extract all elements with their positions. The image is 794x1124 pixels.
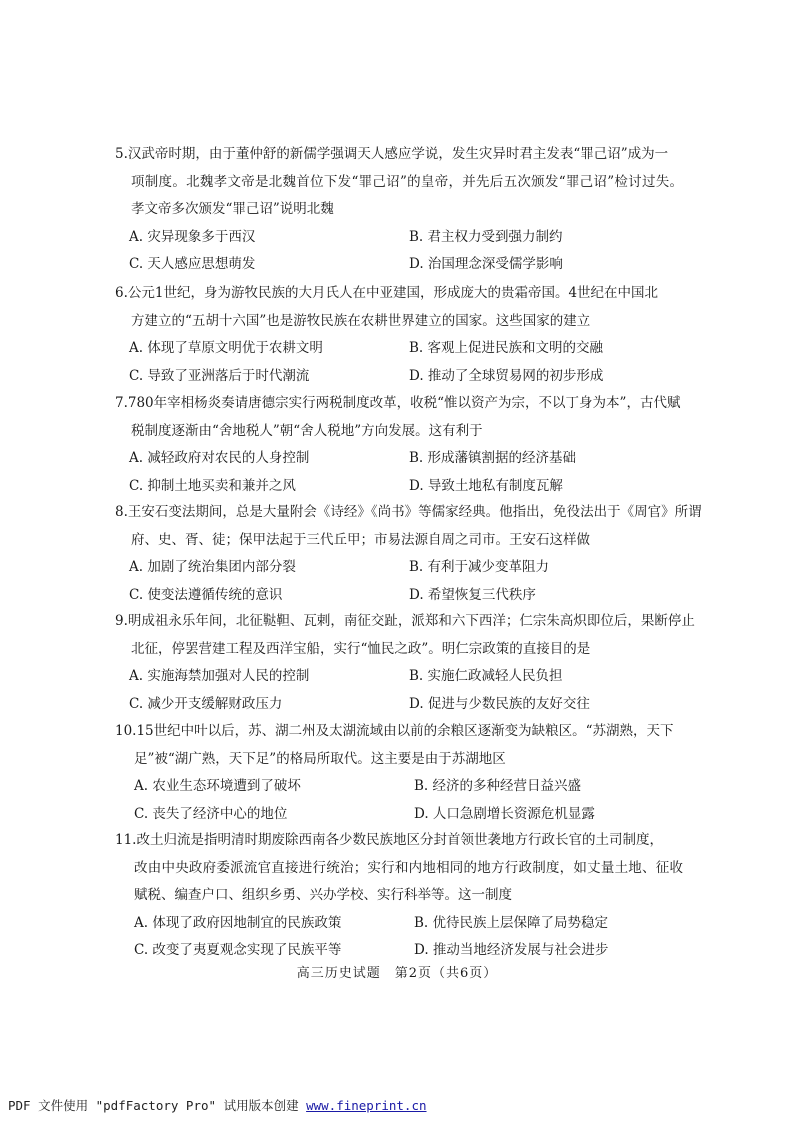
option-c: C. 改变了夷夏观念实现了民族平等: [134, 942, 342, 958]
stem-line: 8.王安石变法期间，总是大量附会《诗经》《尚书》等儒家经典。他指出，免役法出于《周官》所谓: [115, 504, 702, 520]
stem-continuation: 方建立的“五胡十六国”也是游牧民族在农耕世界建立的国家。这些国家的建立: [131, 312, 591, 329]
option-b: B. 客观上促进民族和文明的交融: [409, 340, 604, 356]
option-a: A. 减轻政府对农民的人身控制: [129, 450, 310, 466]
pdf-creator-note: [8, 1096, 427, 1114]
stem-line: 11.改土归流是指明清时期废除西南各少数民族地区分封首领世袭地方行政长官的土司制度，: [115, 832, 663, 848]
question-stem: [115, 390, 683, 445]
stem-continuation: 改由中央政府委派流官直接进行统治；实行和内地相同的地方行政制度，如丈量土地、征收赋税、编查户口、组织乡勇、兴办学校、实行科举等。这一制度: [134, 859, 683, 903]
option-b: B. 形成藩镇割据的经济基础: [409, 450, 577, 466]
option-b: B. 优待民族上层保障了局势稳定: [414, 914, 609, 931]
option-d: D. 治国理念深受儒学影响: [409, 256, 563, 272]
option-a: A. 加剧了统治集团内部分裂: [129, 559, 296, 575]
option-b: B. 实施仁政减轻人民负担: [409, 668, 563, 684]
page-footer: 高三历史试题 第2页（共6页）: [296, 966, 498, 981]
question-9: [115, 608, 695, 718]
question-11: [115, 827, 683, 965]
options: [115, 224, 683, 279]
options: [115, 663, 683, 718]
question-stem: [115, 827, 683, 910]
option-d: D. 推动当地经济发展与社会进步: [414, 942, 609, 958]
option-c: C. 抑制土地买卖和兼并之风: [129, 477, 296, 494]
question-7: [115, 390, 683, 500]
option-d: D. 推动了全球贸易网的初步形成: [409, 367, 604, 384]
question-stem: [115, 718, 683, 773]
stem-continuation: 北征，停罢营建工程及西洋宝船，实行“恤民之政”。明仁宗政策的直接目的是: [131, 640, 591, 657]
question-stem: [115, 141, 683, 224]
option-a: A. 灾异现象多于西汉: [129, 228, 256, 245]
options: [115, 910, 683, 965]
stem-continuation: 税制度逐渐由“舍地税人”朝“舍人税地”方向发展。这有利于: [131, 422, 483, 439]
fineprint-link[interactable]: www.fineprint.cn: [306, 1098, 427, 1113]
option-b: B. 君主权力受到强力制约: [409, 228, 563, 245]
pdf-note-text: PDF 文件使用 "pdfFactory Pro" 试用版本创建: [8, 1098, 307, 1113]
question-6: [115, 280, 683, 390]
question-5: [115, 141, 683, 279]
options: [115, 554, 683, 609]
stem-line: 6.公元1世纪，身为游牧民族的大月氏人在中亚建国，形成庞大的贵霜帝国。4世纪在中国北: [115, 285, 659, 301]
question-10: [115, 718, 683, 828]
question-8: [115, 499, 702, 609]
option-a: A. 体现了草原文明优于农耕文明: [129, 340, 323, 356]
options: [115, 445, 683, 500]
option-c: C. 导致了亚洲落后于时代潮流: [129, 367, 310, 384]
option-a: A. 农业生态环境遭到了破坏: [134, 778, 301, 794]
stem-continuation: 府、史、胥、徒；保甲法起于三代丘甲；市易法源自周之司市。王安石这样做: [131, 531, 590, 548]
option-c: C. 丧失了经济中心的地位: [134, 805, 288, 822]
option-c: C. 使变法遵循传统的意识: [129, 586, 283, 603]
option-c: C. 天人感应思想萌发: [129, 256, 256, 272]
question-stem: [115, 608, 695, 663]
stem-line: 9.明成祖永乐年间，北征鞑靼、瓦剌，南征交趾，派郑和六下西洋；仁宗朱高炽即位后，果断停止: [115, 613, 695, 629]
option-b: B. 有利于减少变革阻力: [409, 559, 550, 575]
option-d: D. 希望恢复三代秩序: [409, 586, 536, 603]
option-d: D. 导致土地私有制度瓦解: [409, 477, 563, 494]
option-a: A. 体现了政府因地制宜的民族政策: [134, 914, 342, 931]
option-d: D. 人口急剧增长资源危机显露: [414, 805, 595, 822]
stem-line: 10.15世纪中叶以后，苏、湖二州及太湖流域由以前的余粮区逐渐变为缺粮区。“苏湖熟，天下: [115, 723, 674, 739]
options: [115, 335, 683, 390]
options: [115, 773, 683, 828]
option-b: B. 经济的多种经营日益兴盛: [414, 778, 582, 794]
stem-line: 5.汉武帝时期，由于董仲舒的新儒学强调天人感应学说，发生灾异时君主发表“罪己诏”成为一: [115, 146, 669, 162]
stem-continuation: 项制度。北魏孝文帝是北魏首位下发“罪己诏”的皇帝，并先后五次颁发“罪己诏”检讨过失。孝文帝多次颁发“罪己诏”说明北魏: [131, 173, 683, 217]
stem-line: 7.780年宰相杨炎奏请唐德宗实行两税制度改革，收税“惟以资产为宗，不以丁身为本”，古代赋: [115, 395, 681, 411]
option-c: C. 减少开支缓解财政压力: [129, 695, 283, 712]
option-d: D. 促进与少数民族的友好交往: [409, 695, 590, 712]
option-a: A. 实施海禁加强对人民的控制: [129, 668, 310, 684]
question-stem: [115, 280, 683, 335]
question-stem: [115, 499, 702, 554]
stem-continuation: 足”被“湖广熟，天下足”的格局所取代。这主要是由于苏湖地区: [134, 750, 506, 767]
